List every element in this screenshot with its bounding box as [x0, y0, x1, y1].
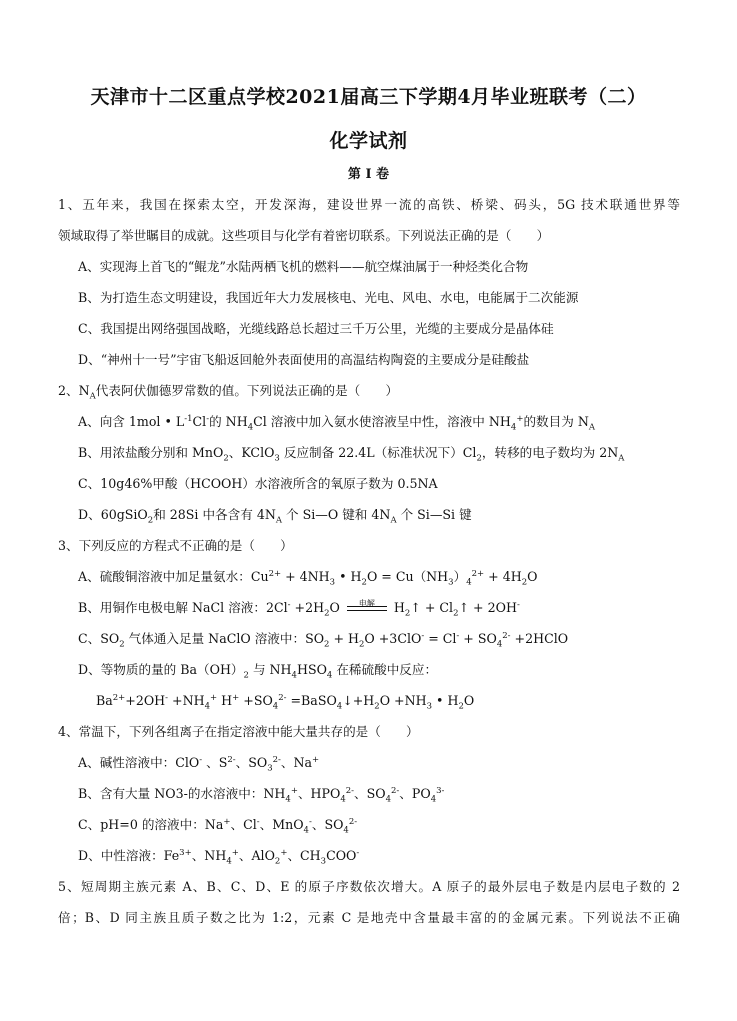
- q3-option-b: [78, 599, 520, 619]
- q4-stem: 4、常温下，下列各组离子在指定溶液中能大量共存的是（ ）: [58, 724, 419, 739]
- q3-stem: 3、下列反应的方程式不正确的是（ ）: [58, 538, 293, 553]
- q2-option-d: D、60gSiO$_2$和 28Si 中各含有 $4N_A$ 个 Si—O 键和 $4N_A$ 个 Si—Si 键: [78, 507, 472, 526]
- q3-option-c: C、$SO_2$ 气体通入足量 NaClO 溶液中：$SO_2 + H_2O +3ClO^- = Cl^- + SO_4^{2-}$ +2HClO: [78, 630, 569, 650]
- exam-title: 天津市十二区重点学校2021届高三下学期4月毕业班联考（二）: [90, 86, 647, 108]
- electrolysis-label: 电解: [358, 599, 375, 608]
- q3-option-d: D、等物质的量的 $Ba(OH)_2$ 与 $NH_4HSO_4$ 在稀硫酸中反应：: [78, 662, 438, 681]
- q4-option-a: A、碱性溶液中：ClO- 、$S^{2-}$、$SO_3^{2-}$、Na+: [78, 754, 320, 774]
- q5-stem-line2: 倍；B、D 同主族且质子数之比为 1:2，元素 C 是地壳中含量最丰富的的金属元素。下列说法不正确: [58, 910, 680, 925]
- q2-option-a: A、向含 1mol • $L^{-1}Cl^-$的 $NH_4Cl$ 溶液中加入氨水使溶液呈中性，溶液中 $NH_4^+$的数目为 $N_A$: [78, 413, 595, 433]
- q3-option-a: A、硫酸铜溶液中加足量氨水：$Cu^{2+} + 4NH_3$ • $H_2O = Cu(NH_3)_4^{2+} + 4H_2O$: [78, 568, 538, 588]
- q4-option-b: B、含有大量 NO3-的水溶液中：$NH_4^+$、$HPO_4^{2-}$、$SO_4^{2-}$、$PO_4^{3-}$: [78, 785, 445, 805]
- q1-option-d: D、“神州十一号”宇宙飞船返回舱外表面使用的高温结构陶瓷的主要成分是硅酸盐: [78, 352, 530, 367]
- q5-stem-line1: 5、短周期主族元素 A、B、C、D、E 的原子序数依次增大。A 原子的最外层电子数是内层电子数的 2: [58, 879, 680, 894]
- q1-stem-line2: 领域取得了举世瞩目的成就。这些项目与化学有着密切联系。下列说法正确的是（ ）: [58, 228, 550, 243]
- exam-subject: 化学试剂: [329, 130, 408, 152]
- q1-stem-line1: 1、五年来，我国在探索太空，开发深海，建设世界一流的高铁、桥梁、码头，5G 技术联通世界等: [58, 197, 680, 212]
- q2-stem: 2、$N_A$代表阿伏伽德罗常数的值。下列说法正确的是（ ）: [58, 383, 399, 402]
- q4-option-d: D、中性溶液：$Fe^{3+}$、$NH_4^+$、AlO$_2$+、$CH_3COO^-$: [78, 847, 360, 867]
- part-heading: 第 I 卷: [347, 167, 390, 182]
- q1-option-a: A、实现海上首飞的“鲲龙”水陆两栖飞机的燃料——航空煤油属于一种烃类化合物: [78, 259, 529, 274]
- q3-option-b-left: B、用铜作电极电解 NaCl 溶液：$2Cl^- +2H_2O$: [78, 599, 340, 619]
- q1-option-b: B、为打造生态文明建设，我国近年大力发展核电、光电、风电、水电，电能属于二次能源: [78, 290, 579, 305]
- q4-option-c: C、pH=0 的溶液中：Na+、Cl-、MnO$_4$-、$SO_4^{2-}$: [78, 816, 358, 836]
- electrolysis-arrow-icon: [347, 599, 387, 611]
- q1-option-c: C、我国提出网络强国战略，光缆线路总长超过三千万公里，光缆的主要成分是晶体硅: [78, 321, 554, 336]
- q2-option-b: B、用浓盐酸分别和 MnO$_2$、KClO$_3$ 反应制备 22.4L（标准状况下）$Cl_2$，转移的电子数均为 $2N_A$: [78, 445, 625, 464]
- q3-option-d-equation: $Ba^{2+}+2OH^- +NH_4^+$ $H^+ +SO_4^{2-}$ $=BaSO_4↓+H_2O +NH_3$ • $H_2O$: [96, 692, 475, 712]
- q3-option-b-right: $H_2↑$ + $Cl_2↑ + 2OH^-$: [393, 599, 520, 619]
- q2-option-c: C、10g46%甲酸（HCOOH）水溶液所含的氧原子数为 0.5NA: [78, 476, 438, 491]
